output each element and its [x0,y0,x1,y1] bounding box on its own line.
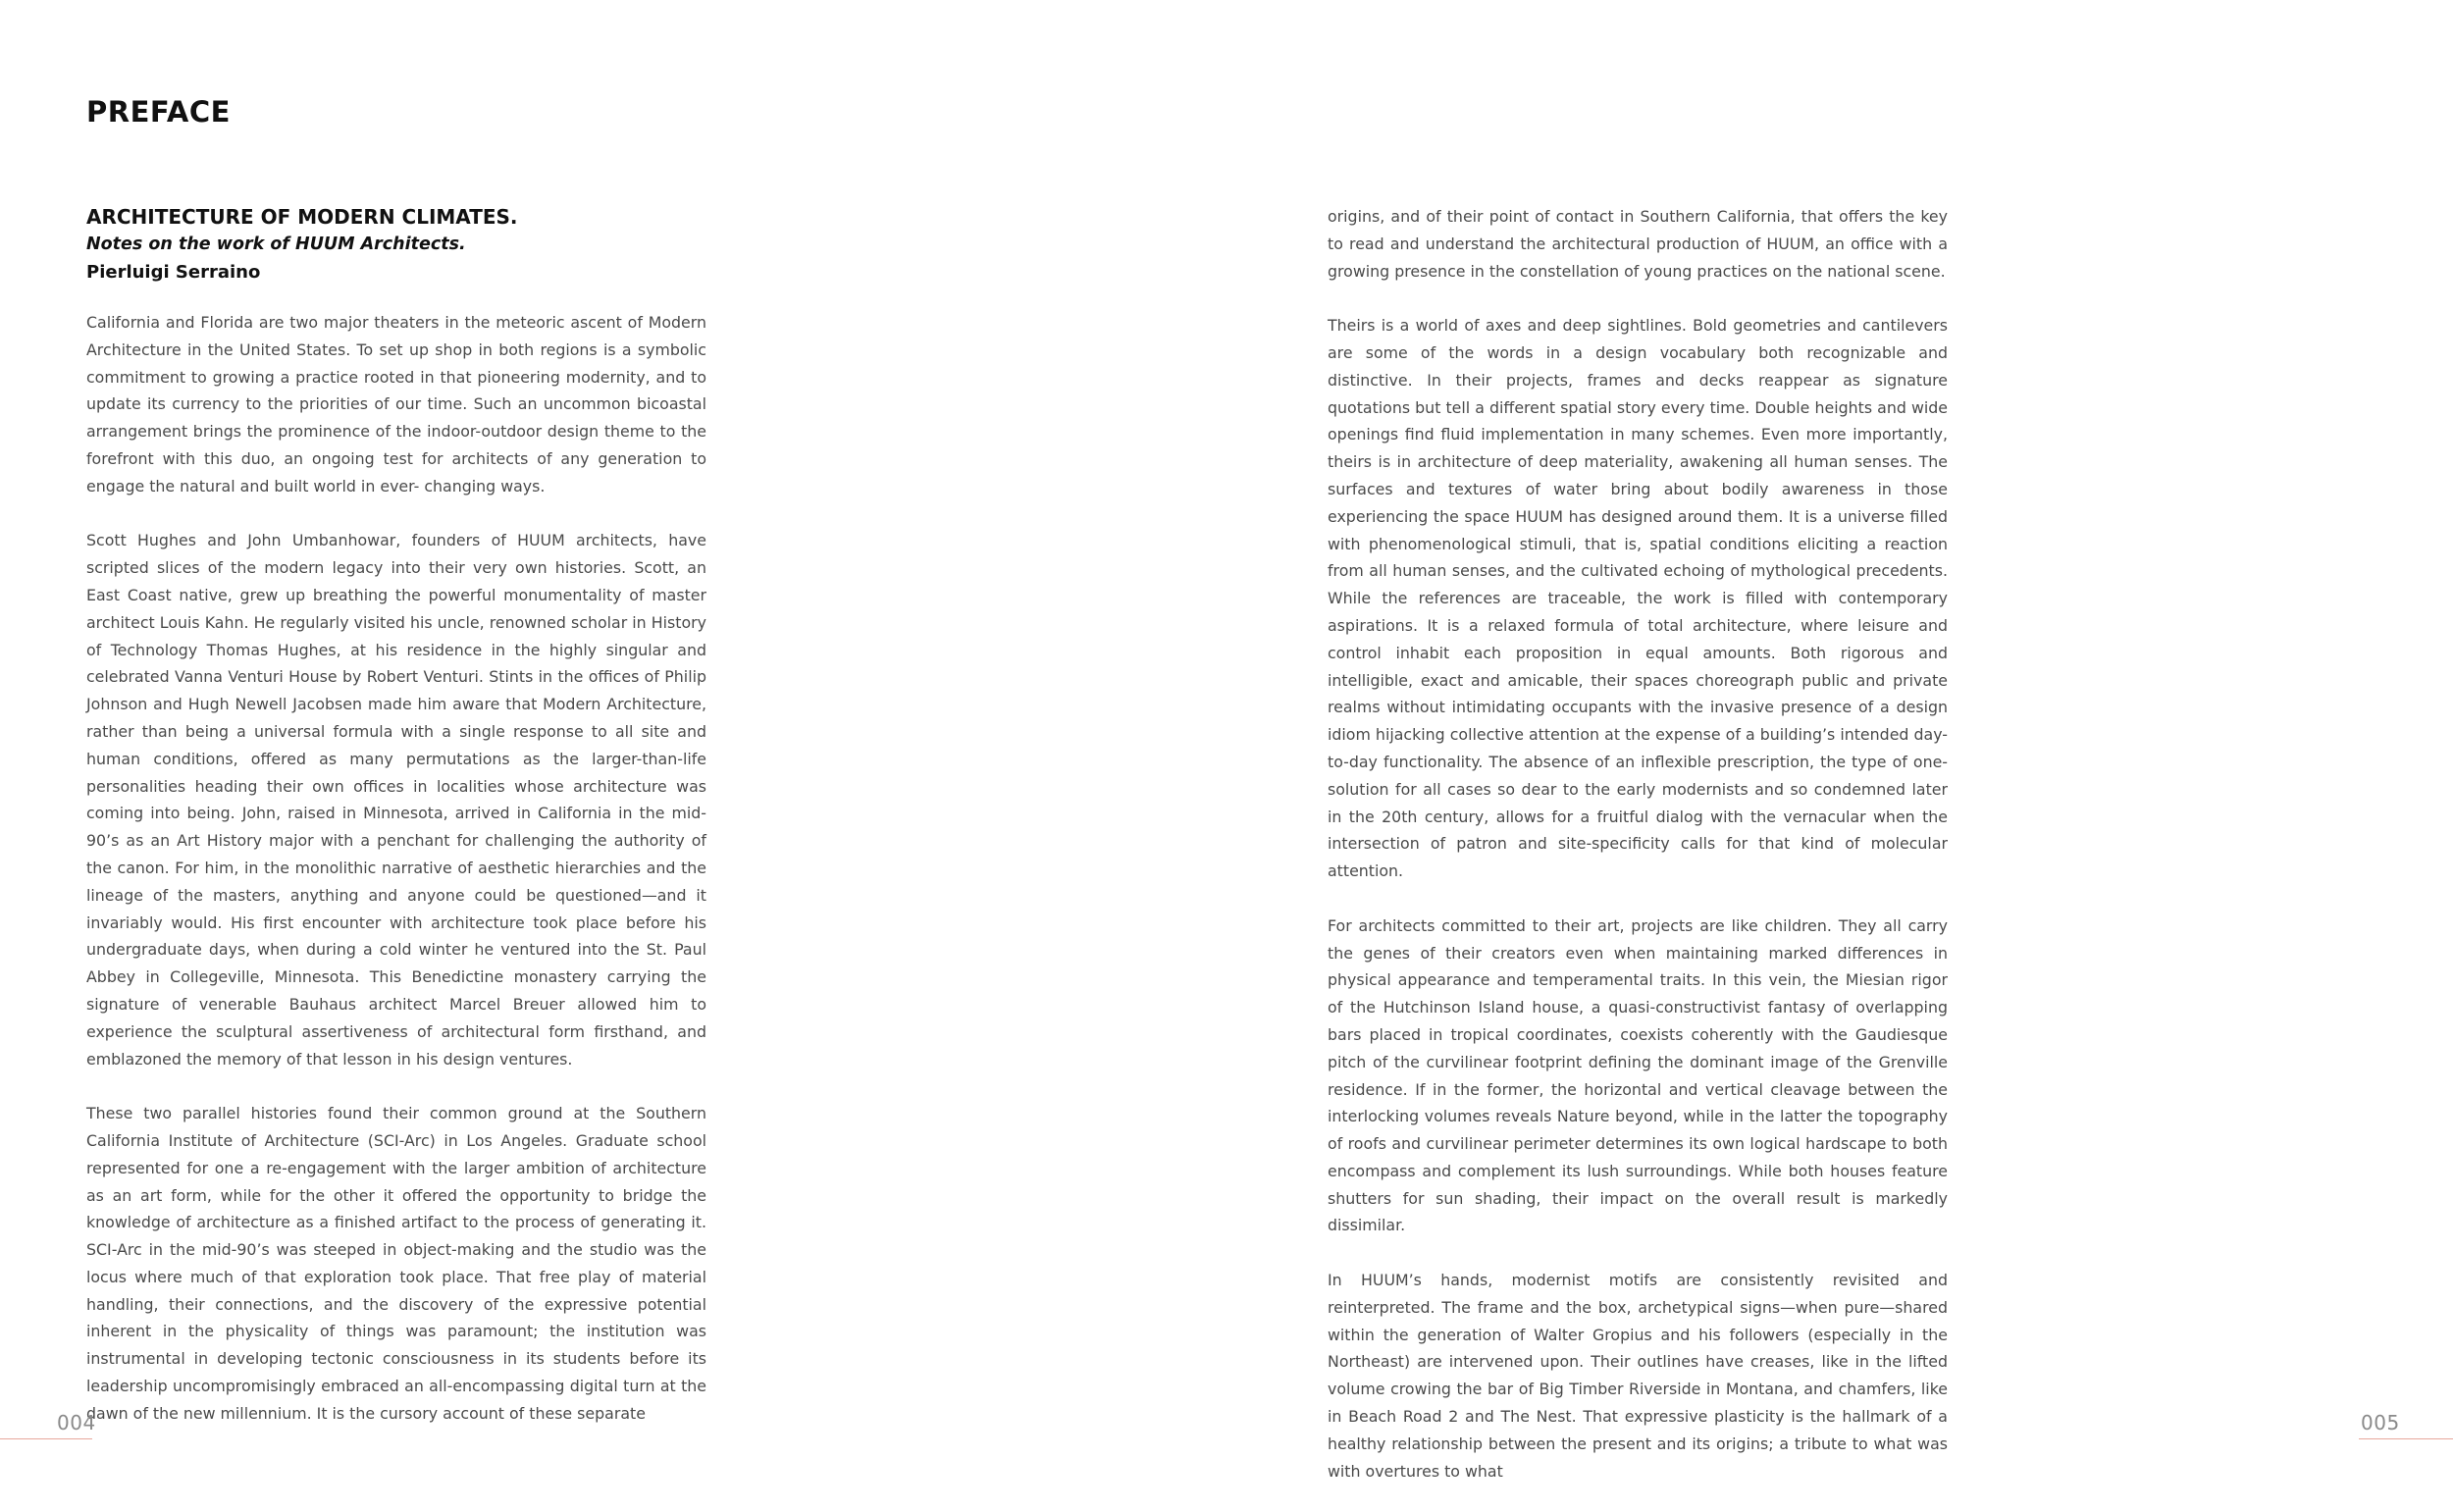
body-paragraph: In HUUM’s hands, modernist motifs are consistently revisited and reinterpreted. The frame and the box, archetypical signs—when pure—shared within the generation of Walter Gropius and his followers (especially in the Northeast) are intervened upon. Their outlines have creases, like in the lifted volume crowing the bar of Big Timber Riverside in Montana, and chamfers, like in Beach Road 2 and The Nest. That expressive plasticity is the hallmark of a healthy relationship between the present and its origins; a tribute to what was with overtures to what [1328,1271,1948,1481]
body-paragraph: Scott Hughes and John Umbanhowar, founders of HUUM architects, have scripted slices of the modern legacy into their very own histories. Scott, an East Coast native, grew up breathing the powerful monumentality of master architect Louis Kahn. He regularly visited his uncle, renowned scholar in History of Technology Thomas Hughes, at his residence in the highly singular and celebrated Vanna Venturi House by Robert Venturi. Stints in the offices of Philip Johnson and Hugh Newell Jacobsen made him aware that Modern Architecture, rather than being a universal formula with a single response to all site and human conditions, offered as many permutations as the larger-than-life personalities heading their own offices in localities whose architecture was coming into being. John, raised in Minnesota, arrived in California in the mid-90’s as an Art History major with a penchant for challenging the authority of the canon. For him, in the monolithic narrative of aesthetic hierarchies and the lineage of the masters, anything and anyone could be questioned—and it invariably would. His first encounter with architecture took place before his undergraduate days, when during a cold winter he ventured into the St. Paul Abbey in Collegeville, Minnesota. This Benedictine monastery carrying the signature of venerable Bauhaus architect Marcel Breuer allowed him to experience the sculptural assertiveness of architectural form firsthand, and emblazoned the memory of that lesson in his design ventures. [86,531,706,1069]
page-number-right: 005 [2361,1411,2400,1434]
body-paragraph: origins, and of their point of contact in Southern California, that offers the key to read and understand the architectural production of HUUM, an office with a growing presence in the constellation of young practices on the national scene. [1328,207,1948,281]
right-text-column [1328,203,1948,1512]
body-paragraph: Theirs is a world of axes and deep sightlines. Bold geometries and cantilevers are some of the words in a design vocabulary both recognizable and distinctive. In their projects, frames and decks reappear as signature quotations but tell a different spatial story every time. Double heights and wide openings find fluid implementation in many schemes. Even more importantly, theirs is in architecture of deep materiality, awakening all human senses. The surfaces and textures of water bring about bodily awareness in those experiencing the space HUUM has designed around them. It is a universe filled with phenomenological stimuli, that is, spatial conditions eliciting a reaction from all human senses, and the cultivated echoing of mythological precedents. While the references are traceable, the work is filled with contemporary aspirations. It is a relaxed formula of total architecture, where leisure and control inhabit each proposition in equal amounts. Both rigorous and intelligible, exact and amicable, their spaces choreograph public and private realms without intimidating occupants with the invasive presence of a design idiom hijacking collective attention at the expense of a building’s intended day-to-day functionality. The absence of an inflexible prescription, the type of one-solution for all cases so dear to the early modernists and so condemned later in the 20th century, allows for a fruitful dialog with the vernacular when the intersection of patron and site-specificity calls for that kind of molecular attention. [1328,316,1948,881]
footer-rule-left [0,1438,92,1439]
article-subtitle: Notes on the work of HUUM Architects. [86,235,466,254]
body-paragraph: These two parallel histories found their common ground at the Southern California Institute of Architecture (SCI-Arc) in Los Angeles. Graduate school represented for one a re-engagement with the larger ambition of architecture as an art form, while for the other it offered the opportunity to bridge the knowledge of architecture as a finished artifact to the process of generating it. SCI-Arc in the mid-90’s was steeped in object-making and the studio was the locus where much of that exploration took place. That free play of material handling, their connections, and the discovery of the expressive potential inherent in the physicality of things was paramount; the institution was instrumental in developing tectonic consciousness in its students before its leadership uncompromisingly embraced an all-encompassing digital turn at the dawn of the new millennium. It is the cursory account of these separate [86,1104,706,1423]
footer-rule-right [2359,1438,2453,1439]
page-title: PREFACE [86,95,231,129]
body-paragraph: California and Florida are two major theaters in the meteoric ascent of Modern Architecture in the United States. To set up shop in both regions is a symbolic commitment to growing a practice rooted in that pioneering modernity, and to update its currency to the priorities of our time. Such an uncommon bicoastal arrangement brings the prominence of the indoor-outdoor design theme to the forefront with this duo, an ongoing test for architects of any generation to engage the natural and built world in ever- changing ways. [86,313,706,495]
body-paragraph: For architects committed to their art, projects are like children. They all carry the genes of their creators even when maintaining marked differences in physical appearance and temperamental traits. In this vein, the Miesian rigor of the Hutchinson Island house, a quasi-constructivist fantasy of overlapping bars placed in tropical coordinates, coexists coherently with the Gaudiesque pitch of the curvilinear footprint defining the dominant image of the Grenville residence. If in the former, the horizontal and vertical cleavage between the interlocking volumes reveals Nature beyond, while in the latter the topography of roofs and curvilinear perimeter determines its own logical hardscape to both encompass and complement its lush surroundings. While both houses feature shutters for sun shading, their impact on the overall result is markedly dissimilar. [1328,915,1948,1235]
article-author: Pierluigi Serraino [86,262,261,283]
article-title: ARCHITECTURE OF MODERN CLIMATES. [86,205,518,229]
left-text-column [86,203,706,1454]
page-number-left: 004 [57,1411,96,1434]
